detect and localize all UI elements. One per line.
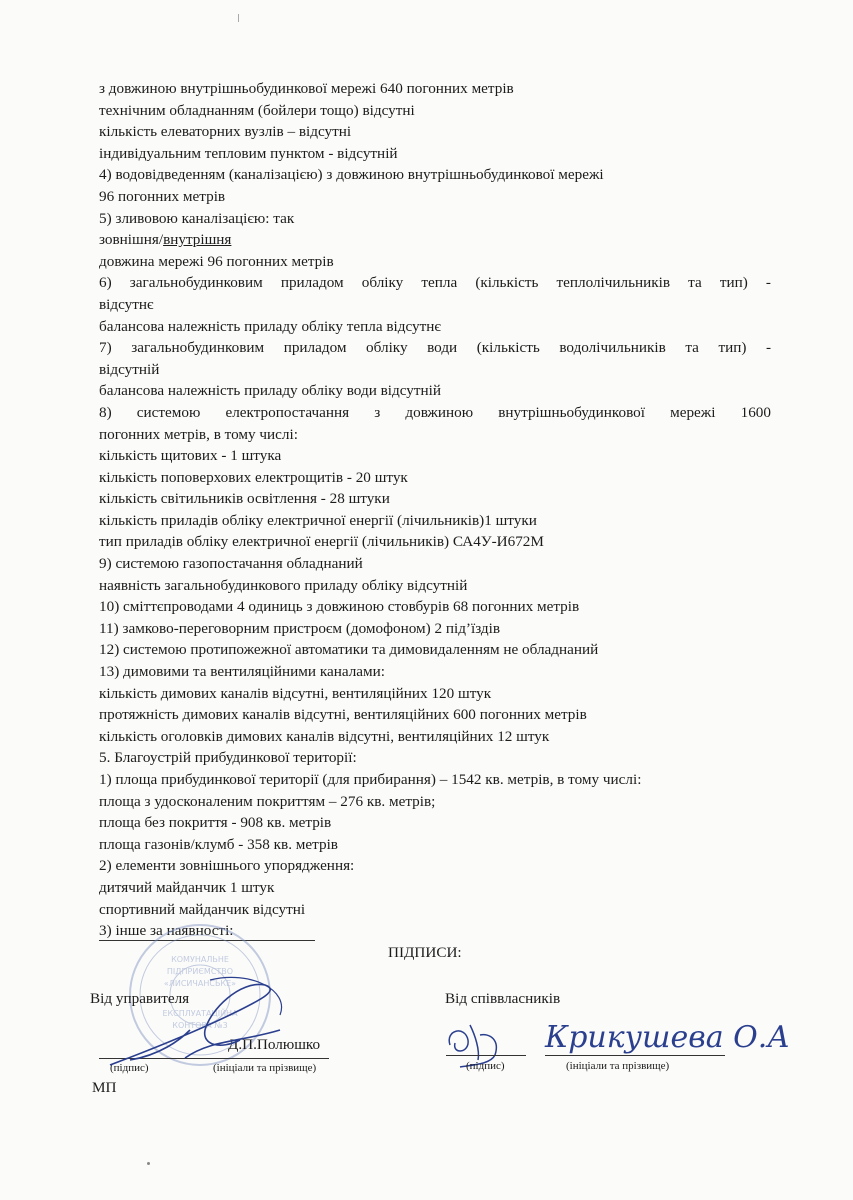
body-line: відсутнє <box>99 295 154 313</box>
body-line: 13) димовими та вентиляційними каналами: <box>99 663 386 681</box>
body-line: балансова належність приладу обліку води відсутній <box>99 382 441 400</box>
body-line: 5) зливовою каналізацією: так <box>99 209 295 227</box>
co-owner-signature-line <box>446 1055 526 1056</box>
document-body <box>99 78 771 942</box>
svg-text:«ЛИСИЧАНСЬКЕ»: «ЛИСИЧАНСЬКЕ» <box>163 979 237 988</box>
body-line: 1) площа прибудинкової території (для прибирання) – 1542 кв. метрів, в тому числі: <box>99 771 642 788</box>
signature-caption: (підпис) <box>110 1062 149 1074</box>
body-line: 5. Благоустрій прибудинкової території: <box>99 749 357 767</box>
body-line: 6) загальнобудинковим приладом обліку тепла (кількість теплолічильників та тип) - <box>99 274 771 292</box>
body-line: 8) системою електропостачання з довжиною внутрішньобудинкової мережі 1600 <box>99 403 771 421</box>
body-line: протяжність димових каналів відсутні, вентиляційних 600 погонних метрів <box>99 706 587 724</box>
manager-heading: Від управителя <box>90 990 190 1007</box>
svg-text:ЕКСПЛУАТАЦІЙНА: ЕКСПЛУАТАЦІЙНА <box>162 1009 238 1018</box>
svg-text:ПІДПРИЄМСТВО: ПІДПРИЄМСТВО <box>166 967 234 976</box>
body-line: кількість оголовків димових каналів відсутні, вентиляційних 12 штук <box>99 727 550 745</box>
manager-name: Д.П.Полюшко <box>228 1036 321 1053</box>
svg-text:КОМУНАЛЬНЕ: КОМУНАЛЬНЕ <box>171 955 229 964</box>
internal-text-underlined: внутрішня <box>163 231 232 249</box>
body-line: 9) системою газопостачання обладнаний <box>99 555 363 573</box>
body-line: 3) інше за наявності: <box>99 922 234 940</box>
body-line: 96 погонних метрів <box>99 187 226 205</box>
body-line: погонних метрів, в тому числі: <box>99 425 298 443</box>
body-line: кількість димових каналів відсутні, вентиляційних 120 штук <box>99 684 492 702</box>
body-line: дитячий майданчик 1 штук <box>99 878 275 896</box>
body-line: 7) загальнобудинковим приладом обліку води (кількість водолічильників та тип) - <box>99 339 771 357</box>
co-owners-heading: Від співвласників <box>445 990 561 1007</box>
body-line: балансова належність приладу обліку тепла відсутнє <box>99 317 441 335</box>
signature-caption: (підпис) <box>466 1060 505 1072</box>
body-line-external-internal <box>99 229 771 251</box>
body-line: 11) замково-переговорним пристроєм (домофоном) 2 під’їздів <box>99 619 501 637</box>
name-caption: (ініціали та прізвище) <box>566 1060 670 1072</box>
signatures-title: ПІДПИСИ: <box>388 944 462 961</box>
external-text: зовнішня/ <box>99 231 164 249</box>
body-line: відсутній <box>99 360 160 378</box>
scan-dot <box>147 1162 150 1165</box>
body-line: кількість щитових - 1 штука <box>99 447 282 465</box>
body-line: кількість елеваторних вузлів – відсутні <box>99 123 352 141</box>
body-line: спортивний майданчик відсутні <box>99 900 306 918</box>
body-line: 2) елементи зовнішнього упорядження: <box>99 857 355 875</box>
body-line: кількість поповерхових електрощитів - 20 штук <box>99 468 408 486</box>
co-owner-signature-text: Крикушева О.А <box>545 1020 790 1055</box>
body-line: тип приладів обліку електричної енергії (лічильників) СА4У-И672М <box>99 533 544 551</box>
body-line: 10) сміттєпроводами 4 одиниць з довжиною стовбурів 68 погонних метрів <box>99 598 580 616</box>
body-line: наявність загальнобудинкового приладу обліку відсутній <box>99 576 468 594</box>
co-owner-name-line <box>545 1055 725 1056</box>
name-caption: (ініціали та прізвище) <box>213 1062 317 1074</box>
body-line: кількість світильників освітлення - 28 штуки <box>99 490 390 508</box>
scan-mark <box>238 14 239 22</box>
body-line: 12) системою протипожежної автоматики та димовидаленням не обладнаний <box>99 641 599 659</box>
body-line: площа газонів/клумб - 358 кв. метрів <box>99 835 338 853</box>
body-line: площа з удосконаленим покриттям – 276 кв. метрів; <box>99 792 436 810</box>
body-line: 4) водовідведенням (каналізацією) з довжиною внутрішньобудинкової мережі <box>99 166 604 184</box>
seal-place-mark: МП <box>92 1079 117 1096</box>
svg-text:КОНТОРА №3: КОНТОРА №3 <box>172 1021 228 1030</box>
body-line: індивідуальним тепловим пунктом - відсутній <box>99 144 398 162</box>
body-line: площа без покриття - 908 кв. метрів <box>99 814 332 832</box>
body-line: технічним обладнанням (бойлери тощо) відсутні <box>99 101 415 119</box>
body-line: кількість приладів обліку електричної енергії (лічильників)1 штуки <box>99 511 537 529</box>
manager-handwritten-signature <box>90 970 290 1080</box>
body-line: з довжиною внутрішньобудинкової мережі 640 погонних метрів <box>99 80 514 97</box>
body-line: довжина мережі 96 погонних метрів <box>99 252 334 270</box>
